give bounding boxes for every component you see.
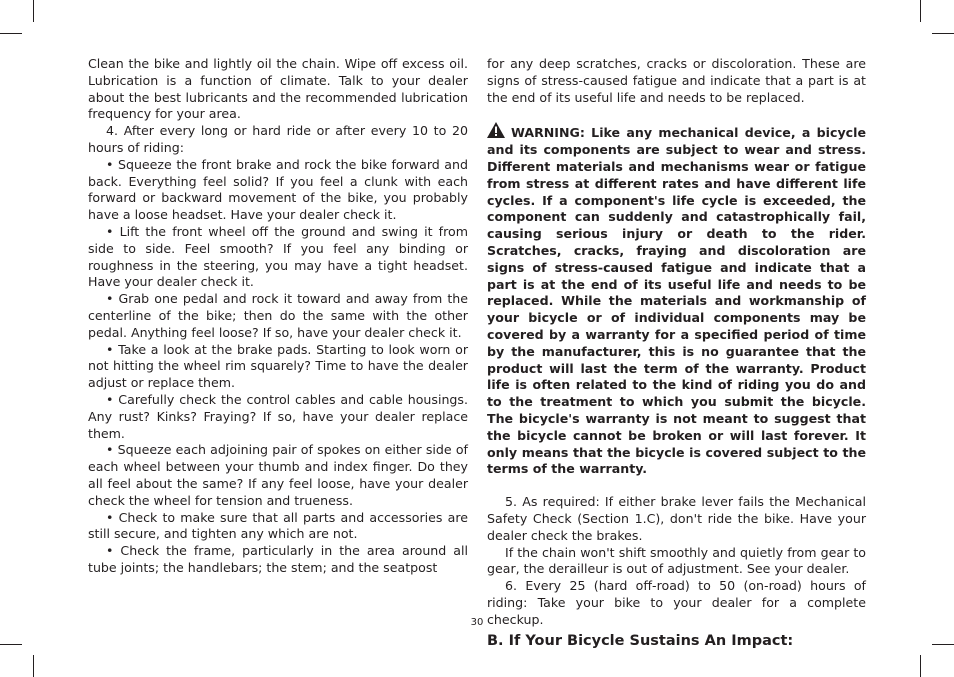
bullet-frame: • Check the frame, particularly in the area around all tube joints; the handlebars; the stem; and the seatpost (88, 543, 468, 575)
crop-mark (932, 33, 954, 34)
warning-triangle-icon (487, 122, 511, 138)
bullet-cables: • Carefully check the control cables and cable housings. Any rust? Kinks? Fraying? If so, have your dealer replace them. (88, 391, 468, 441)
paragraph-lubrication: Clean the bike and lightly oil the chain. Wipe off excess oil. Lubrication is a function of climate. Talk to your dealer about the best lubricants and the recommended lubrication frequency for your area. (88, 56, 468, 122)
crop-mark (920, 655, 921, 677)
left-column (88, 56, 468, 577)
crop-mark (0, 644, 22, 645)
crop-mark (920, 0, 921, 22)
crop-mark (33, 655, 34, 677)
bullet-parts: • Check to make sure that all parts and accessories are still secure, and tighten any which are not. (88, 509, 468, 542)
warning-text: WARNING: Like any mechanical device, a bicycle and its components are subject to wear and stress. Different materials and mechanisms wear or fatigue from stress at different rates and have different life cycles. If a component's life cycle is exceeded, the component can suddenly and catastrophically fail, causing serious injury or death to the rider. Scratches, cracks, fraying and discoloration are signs of stress-caused fatigue and indicate that a part is at the end of its useful life and needs to be replaced. While the materials and workmanship of your bicycle or of individual components may be covered by a warranty for a specified period of time by the manufacturer, this is no guarantee that the product will last the term of the warranty. Product life is often related to the kind of riding you do and to the treatment to which you submit the bicycle. The bicycle's warranty is not meant to suggest that the bicycle cannot be broken or will last forever. It only means that the bicycle is covered subject to the terms of the warranty. (487, 125, 866, 477)
paragraph-continuation: for any deep scratches, cracks or discoloration. These are signs of stress-caused fatigue and indicate that a part is at the end of its useful life and needs to be replaced. (487, 56, 866, 105)
crop-mark (0, 33, 22, 34)
section-heading: B. If Your Bicycle Sustains An Impact: (487, 632, 794, 649)
bullet-front-brake: • Squeeze the front brake and rock the bike forward and back. Everything feel solid? If you feel a clunk with each forward or backward movement of the bike, you probably have a loose headset. Have your dealer check it. (88, 156, 468, 223)
bullet-spokes: • Squeeze each adjoining pair of spokes on either side of each wheel between your thumb and index finger. Do they all feel about the same? If any feel loose, have your dealer check the wheel for tension and trueness. (88, 442, 468, 508)
crop-mark (33, 0, 34, 22)
paragraph-derailleur: If the chain won't shift smoothly and quietly from gear to gear, the derailleur is out of adjustment. See your dealer. (487, 544, 866, 577)
bullet-brake-pads: • Take a look at the brake pads. Starting to look worn or not hitting the wheel rim squarely? Time to have the dealer adjust or replace them. (88, 341, 468, 391)
item-5: 5. As required: If either brake lever fails the Mechanical Safety Check (Section 1.C), don't ride the bike. Have your dealer check the brakes. (487, 494, 866, 543)
page-number: 30 (470, 617, 484, 628)
bullet-front-wheel: • Lift the front wheel off the ground and swing it from side to side. Feel smooth? If you feel any binding or roughness in the steering, you may have a tight headset. Have your dealer check it. (88, 223, 468, 290)
crop-mark (932, 644, 954, 645)
item-4: 4. After every long or hard ride or after every 10 to 20 hours of riding: (88, 123, 468, 155)
bullet-pedal: • Grab one pedal and rock it toward and away from the centerline of the bike; then do the same with the other pedal. Anything feel loose? If so, have your dealer check it. (88, 291, 468, 340)
warning-block (487, 122, 866, 478)
right-column (487, 56, 866, 651)
item-6: 6. Every 25 (hard off-road) to 50 (on-road) hours of riding: Take your bike to your dealer for a complete checkup. (487, 578, 866, 627)
